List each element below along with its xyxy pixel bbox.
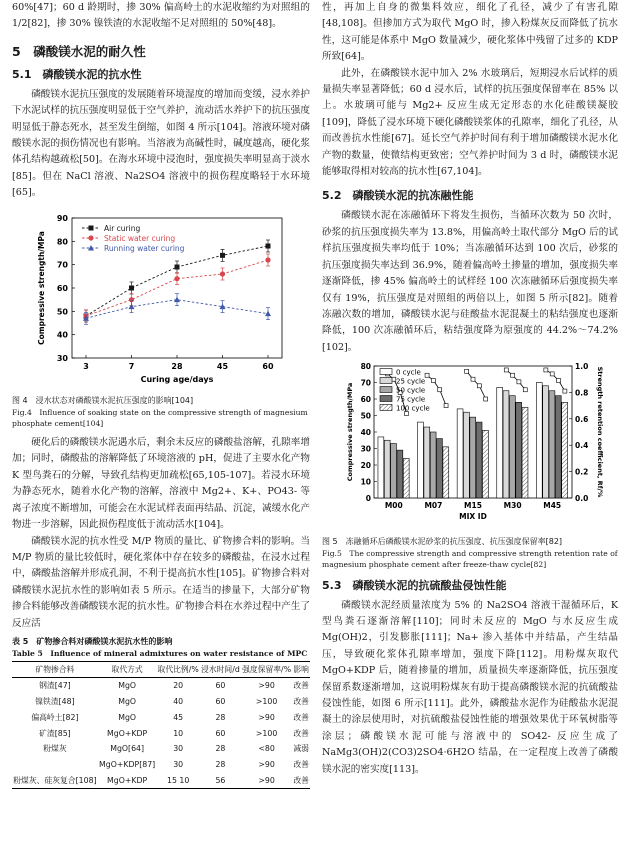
bar — [562, 402, 568, 498]
table-row — [12, 710, 310, 726]
table-row — [12, 677, 310, 693]
y-tick-label: 60 — [56, 283, 68, 293]
retention-point — [517, 380, 521, 384]
table5-header: 取代方式 — [98, 661, 157, 677]
data-point — [265, 310, 271, 316]
bar — [397, 450, 403, 498]
retention-line — [506, 370, 525, 390]
data-point — [174, 276, 179, 281]
bar — [522, 407, 528, 498]
table-cell: MgO — [118, 681, 137, 691]
table-cell: 60 — [215, 728, 226, 738]
legend-swatch — [380, 387, 392, 393]
bar — [430, 432, 436, 498]
paragraph-top-left: 60%[47]；60 d 龄期时，掺 30% 偏高岭土的水泥收缩约为对照组的 1/2[82]，掺 30% 镍铁渣的水泥收缩不足对照组的 50%[48]。 — [12, 2, 310, 30]
retention-point — [471, 377, 475, 381]
table-cell: 30 — [173, 744, 184, 754]
bar — [497, 388, 503, 499]
fig4-caption-zh: 图 4 浸水状态对磷酸镁水泥抗压强度的影响[104] — [12, 396, 194, 406]
retention-point — [511, 373, 515, 377]
x-tick-label: 7 — [128, 361, 135, 371]
retention-point — [550, 372, 554, 376]
y-axis-label: Compressive strength/MPa — [37, 230, 46, 345]
bar — [418, 422, 424, 498]
table-row — [12, 757, 310, 773]
legend-label: Running water curing — [104, 243, 185, 253]
bar — [463, 412, 469, 498]
legend-label: Air curing — [104, 223, 141, 233]
table5-grid — [12, 661, 310, 789]
table-row — [12, 773, 310, 789]
legend-swatch — [380, 405, 392, 411]
table-cell: 矿渣[85] — [39, 728, 71, 738]
y-tick-label: 80 — [360, 362, 371, 372]
table-cell: >90 — [241, 773, 292, 789]
x-tick-label: M45 — [543, 501, 562, 511]
retention-point — [523, 388, 527, 392]
table-cell: 改善 — [293, 681, 309, 691]
legend-marker — [89, 225, 94, 230]
table-row — [12, 694, 310, 710]
y-tick-label: 50 — [56, 306, 68, 316]
table-cell: >100 — [255, 697, 278, 707]
y-tick-label: 70 — [56, 260, 68, 270]
legend-label: Static water curing — [104, 233, 176, 243]
table-cell: >100 — [255, 728, 278, 738]
table-cell — [12, 757, 98, 773]
table-cell: 30 — [173, 760, 184, 770]
figure-5 — [322, 360, 618, 569]
table-cell: 粉煤灰、硅灰复合[108] — [12, 773, 98, 789]
table-cell: >90 — [258, 712, 275, 722]
bar — [457, 409, 463, 498]
table5-title-zh: 表 5 矿物掺合料对磷酸镁水泥抗水性的影响 — [12, 636, 173, 646]
paragraph-5-2: 磷酸镁水泥在冻融循环下将发生损伤，当循环次数为 50 次时，砂浆的抗压强度损失率为 13.8%，用偏高岭土取代部分 MgO 后的试样抗压强度损失率均低于 10%；当冻融循环达到 100 次后，砂浆的抗压强度损失率达到 36.9%，随着偏高岭土掺量的增加，强度损失率逐渐降低，掺 45% 偏高岭土的试样经 100 次冻融循环后强度损失率仅有 19%，抗压强度是对照组的两倍以上，如图 5 所示[82]。随着冻融次数的增加，磷酸镁水泥与硅酸盐水泥混凝土的粘结强度也逐渐降低，100 次冻融循环后，粘结强度降为原强度的 44.2%～74.2%[102]。 — [322, 210, 618, 353]
legend-swatch — [380, 378, 392, 384]
retention-point — [544, 368, 548, 372]
table-cell: 钢渣[47] — [39, 681, 71, 691]
data-point — [265, 257, 270, 262]
table-cell: 45 — [173, 712, 184, 722]
y-tick-label: 0 — [365, 494, 371, 504]
table-cell: MgO — [118, 697, 137, 707]
legend-label: 75 cycle — [396, 395, 426, 404]
y-tick-label: 10 — [360, 477, 371, 487]
table5-title-en: Table 5 Influence of mineral admixtures on water resistance of MPC — [12, 648, 308, 658]
table-cell: MgO[64] — [110, 744, 145, 754]
bar — [483, 430, 489, 498]
table5-header: 影响 — [292, 661, 310, 677]
retention-point — [504, 368, 508, 372]
table-cell: 28 — [215, 760, 226, 770]
y-tick-label: 80 — [56, 236, 68, 246]
retention-line — [427, 375, 446, 405]
table-cell: 28 — [215, 712, 226, 722]
y2-tick-label: 0.4 — [575, 441, 589, 451]
table-cell: MgO+KDP[87] — [99, 760, 156, 770]
table-cell: MgO+KDP — [98, 773, 157, 789]
x-tick-label: 28 — [171, 361, 183, 371]
table-cell: 改善 — [293, 728, 309, 738]
y-axis-label: Compressive strength/MPa — [346, 382, 354, 482]
table-cell: 改善 — [292, 773, 310, 789]
bar — [403, 459, 409, 499]
fig4-caption-en: Fig.4 Influence of soaking state on the compressive strength of magnesium phosphate cement[104] — [12, 408, 308, 429]
table-cell: 改善 — [293, 712, 309, 722]
paragraph-5-1-a: 磷酸镁水泥抗压强度的发展随着环境湿度的增加而变缓，浸水养护下水泥试样的抗压强度明显低于空气养护，流动活水养护下的抗压强度明显低于静态死水，甚至发生倒缩，如图 4 所示[104]。溶液环境对磷酸镁水泥的损伤情况也有影响。当溶液为高碱性时，碱度越高，硬化浆体孔结构越疏松[50]。在海水环境中浸泡时，强度损失率明显高于淡水[85]。但在 NaCl 溶液、Na2SO4 溶液中的损伤程度略轻于水环境[65]。 — [12, 88, 310, 199]
retention-line — [467, 371, 486, 399]
table-cell: 56 — [200, 773, 241, 789]
fig5-caption-en: Fig.5 The compressive strength and compressive strength retention rate of magnesium phosphate cement after freeze-thaw cycle[82] — [322, 548, 618, 569]
paragraph-5-3: 磷酸镁水泥经质量浓度为 5% 的 Na2SO4 溶液干湿循环后，K 型鸟粪石逐渐溶解[110]；同时未反应的 MgO 与水反应生成 Mg(OH)2，引发膨胀[111]；Na+ 渗入基体中并结晶，产生结晶压，导致硬化浆体孔隙率增加，强度下降[112]。用粉煤灰取代 MgO+KDP 后，随着掺量的增加，质量损失率逐渐降低，抗压强度保留系数逐渐增加，这说明粉煤灰有助于提高磷酸镁水泥的抗硫酸盐侵蚀性能，如图 6 所示[111]。此外，磷酸盐水泥作为硅酸盐水泥混凝土的涂层使用时，对抗硫酸盐侵蚀性能的增强效果优于环氧树脂等涂层；磷酸镁水泥可能与溶液中的 SO42- 反应生成了 NaMg3(OH)2(CO3)2SO4·6H2O 结晶，在一定程度上改善了磷酸镁水泥的密实度[113]。 — [322, 599, 618, 775]
bar — [555, 396, 561, 498]
fig4-chart — [12, 208, 310, 386]
retention-point — [431, 379, 435, 383]
x-tick-label: 60 — [262, 361, 274, 371]
table-cell: MgO — [118, 712, 137, 722]
table-5 — [12, 636, 310, 789]
table-cell: 28 — [215, 744, 226, 754]
table5-header: 矿物掺合料 — [12, 661, 98, 677]
table5-header: 浸水时间/d — [200, 661, 241, 677]
table-cell: >90 — [258, 681, 275, 691]
data-point — [220, 252, 225, 257]
legend-marker — [88, 235, 93, 240]
x-tick-label: M30 — [503, 501, 522, 511]
y2-tick-label: 0.2 — [575, 467, 589, 477]
table-cell: 粉煤灰 — [43, 744, 67, 754]
y2-axis-label: Strength retention coefficient, Rf/% — [596, 366, 604, 498]
table5-header: 取代比例/% — [156, 661, 200, 677]
section-5-1-heading: 5.1 磷酸镁水泥的抗水性 — [12, 67, 142, 81]
legend-label: 25 cycle — [396, 377, 426, 386]
bar — [549, 391, 555, 498]
bar — [476, 422, 482, 498]
data-point — [129, 303, 135, 309]
y-tick-label: 40 — [360, 428, 371, 438]
paragraph-5-1-c: 磷酸镁水泥的抗水性受 M/P 物质的量比、矿物掺合料的影响。当 M/P 物质的量比较低时，硬化浆体中存在较多的磷酸盐，在浸水过程中，磷酸盐溶解并形成孔洞，不利于提高抗水性[105]。矿物掺合料对磷酸镁水泥抗水性的影响如表 5 所示。在适当的掺量下，大部分矿物掺合料能够改善磷酸镁水泥的抗水性。矿物掺合料在水养过程中产生了反应活 — [12, 535, 310, 629]
y2-tick-label: 0.6 — [575, 414, 589, 424]
bar — [470, 417, 476, 498]
x-tick-label: M15 — [464, 501, 482, 511]
x-axis-label: MIX ID — [459, 512, 487, 522]
data-point — [266, 243, 271, 248]
table-cell: MgO+KDP — [107, 728, 148, 738]
retention-point — [425, 373, 429, 377]
bar — [443, 447, 449, 498]
left-column — [12, 0, 310, 789]
table5-header: 强度保留率/% — [241, 661, 292, 677]
legend-label: 100 cycle — [396, 404, 430, 413]
table-cell: 15 10 — [156, 773, 200, 789]
bar — [391, 444, 397, 498]
table-cell: <80 — [258, 744, 275, 754]
paragraph-top-right: 性，再加上自身的微集料效应，细化了孔径，减少了有害孔隙[48,108]。但掺加方式为取代 MgO 时，掺入粉煤灰反而降低了抗水性，这可能是体系中 MgO 数量减少，硬化浆体中残留了过多的 KDP 所致[64]。 — [322, 2, 618, 63]
table-cell: 镍铁渣[48] — [35, 697, 75, 707]
data-point — [174, 296, 180, 302]
retention-point — [563, 389, 567, 393]
figure-4 — [12, 208, 310, 429]
x-tick-label: M00 — [384, 501, 403, 511]
y-tick-label: 30 — [56, 353, 68, 363]
table-cell: >90 — [258, 760, 275, 770]
x-tick-label: 3 — [83, 361, 89, 371]
table-row — [12, 725, 310, 741]
right-column — [322, 0, 618, 778]
fig5-caption-zh: 图 5 冻融循环后磷酸镁水泥砂浆的抗压强度、抗压强度保留率[82] — [322, 536, 563, 546]
data-point — [129, 285, 134, 290]
table-cell: 20 — [173, 681, 184, 691]
table-cell: 偏高岭土[82] — [31, 712, 79, 722]
table-cell: 60 — [215, 681, 226, 691]
y-tick-label: 60 — [360, 395, 371, 405]
legend-swatch — [380, 396, 392, 402]
y2-tick-label: 1.0 — [575, 362, 589, 372]
data-point — [175, 264, 180, 269]
y-tick-label: 50 — [360, 411, 371, 421]
bar — [503, 391, 509, 498]
fig5-chart — [322, 360, 618, 526]
bar — [437, 439, 443, 498]
table-cell: 改善 — [293, 760, 309, 770]
section-5-3-heading: 5.3 磷酸镁水泥的抗硫酸盐侵蚀性能 — [322, 578, 507, 592]
paragraph-right-2: 此外，在磷酸镁水泥中加入 2% 水玻璃后，短期浸水后试样的质量损失率显著降低；60 d 浸水后，试样的抗压强度保留率在 85% 以上。水玻璃可能与 Mg2+ 反应生成无定形态的水化硅酸镁凝胶[109]，降低了浸水环境下硬化磷酸镁浆体的孔隙率，细化了孔径，从而改善抗水性能[67]。延长空气养护时间有利于增加磷酸镁水泥水化产物的数量，使微结构更致密；空气养护时间为 3 d 时，磷酸镁水泥能够取得相对较高的抗水性[67,104]。 — [322, 67, 618, 178]
legend-swatch — [380, 369, 392, 375]
bar — [509, 396, 515, 498]
retention-point — [438, 388, 442, 392]
bar — [424, 427, 430, 498]
legend-label: 0 cycle — [396, 368, 421, 377]
paragraph-5-1-b: 硬化后的磷酸镁水泥遇水后，剩余未反应的磷酸盐溶解，孔隙率增加；同时，磷酸盐的溶解降低了环境溶液的 pH，促进了主要水化产物 K 型鸟粪石的分解，导致孔结构更加疏松[65,105-107]。若浸水环境为静态死水，随着水化产物的溶解，溶液中 Mg2+、K+、PO43- 等离子浓度不断增加，可能会在水泥试样表面再结晶、沉淀，减缓水化产物进一步溶解，因此损伤程度低于流动活水[104]。 — [12, 437, 310, 531]
y-tick-label: 90 — [56, 213, 68, 223]
bar — [536, 383, 542, 499]
y-tick-label: 30 — [360, 444, 371, 454]
y-tick-label: 40 — [56, 330, 68, 340]
retention-point — [484, 397, 488, 401]
table-cell: 60 — [215, 697, 226, 707]
table-row — [12, 741, 310, 757]
x-tick-label: M07 — [424, 501, 443, 511]
legend-label: 50 cycle — [396, 386, 426, 395]
y2-tick-label: 0.8 — [575, 388, 589, 398]
x-axis-label: Curing age/days — [140, 374, 214, 384]
retention-point — [557, 379, 561, 383]
retention-point — [465, 369, 469, 373]
retention-point — [477, 384, 481, 388]
retention-point — [444, 404, 448, 408]
section-5-2-heading: 5.2 磷酸镁水泥的抗冻融性能 — [322, 189, 474, 203]
bar — [543, 386, 549, 498]
bar — [516, 402, 522, 498]
table-cell: 减弱 — [293, 744, 309, 754]
y-tick-label: 20 — [360, 461, 371, 471]
table-cell: 40 — [173, 697, 184, 707]
x-tick-label: 45 — [216, 361, 229, 371]
y-tick-label: 70 — [360, 378, 371, 388]
bar — [384, 440, 390, 498]
table-cell: 10 — [173, 728, 184, 738]
y2-tick-label: 0.0 — [575, 494, 589, 504]
data-point — [220, 271, 225, 276]
section-5-heading: 5 磷酸镁水泥的耐久性 — [12, 43, 146, 59]
table-cell: 改善 — [293, 697, 309, 707]
bar — [378, 437, 384, 498]
